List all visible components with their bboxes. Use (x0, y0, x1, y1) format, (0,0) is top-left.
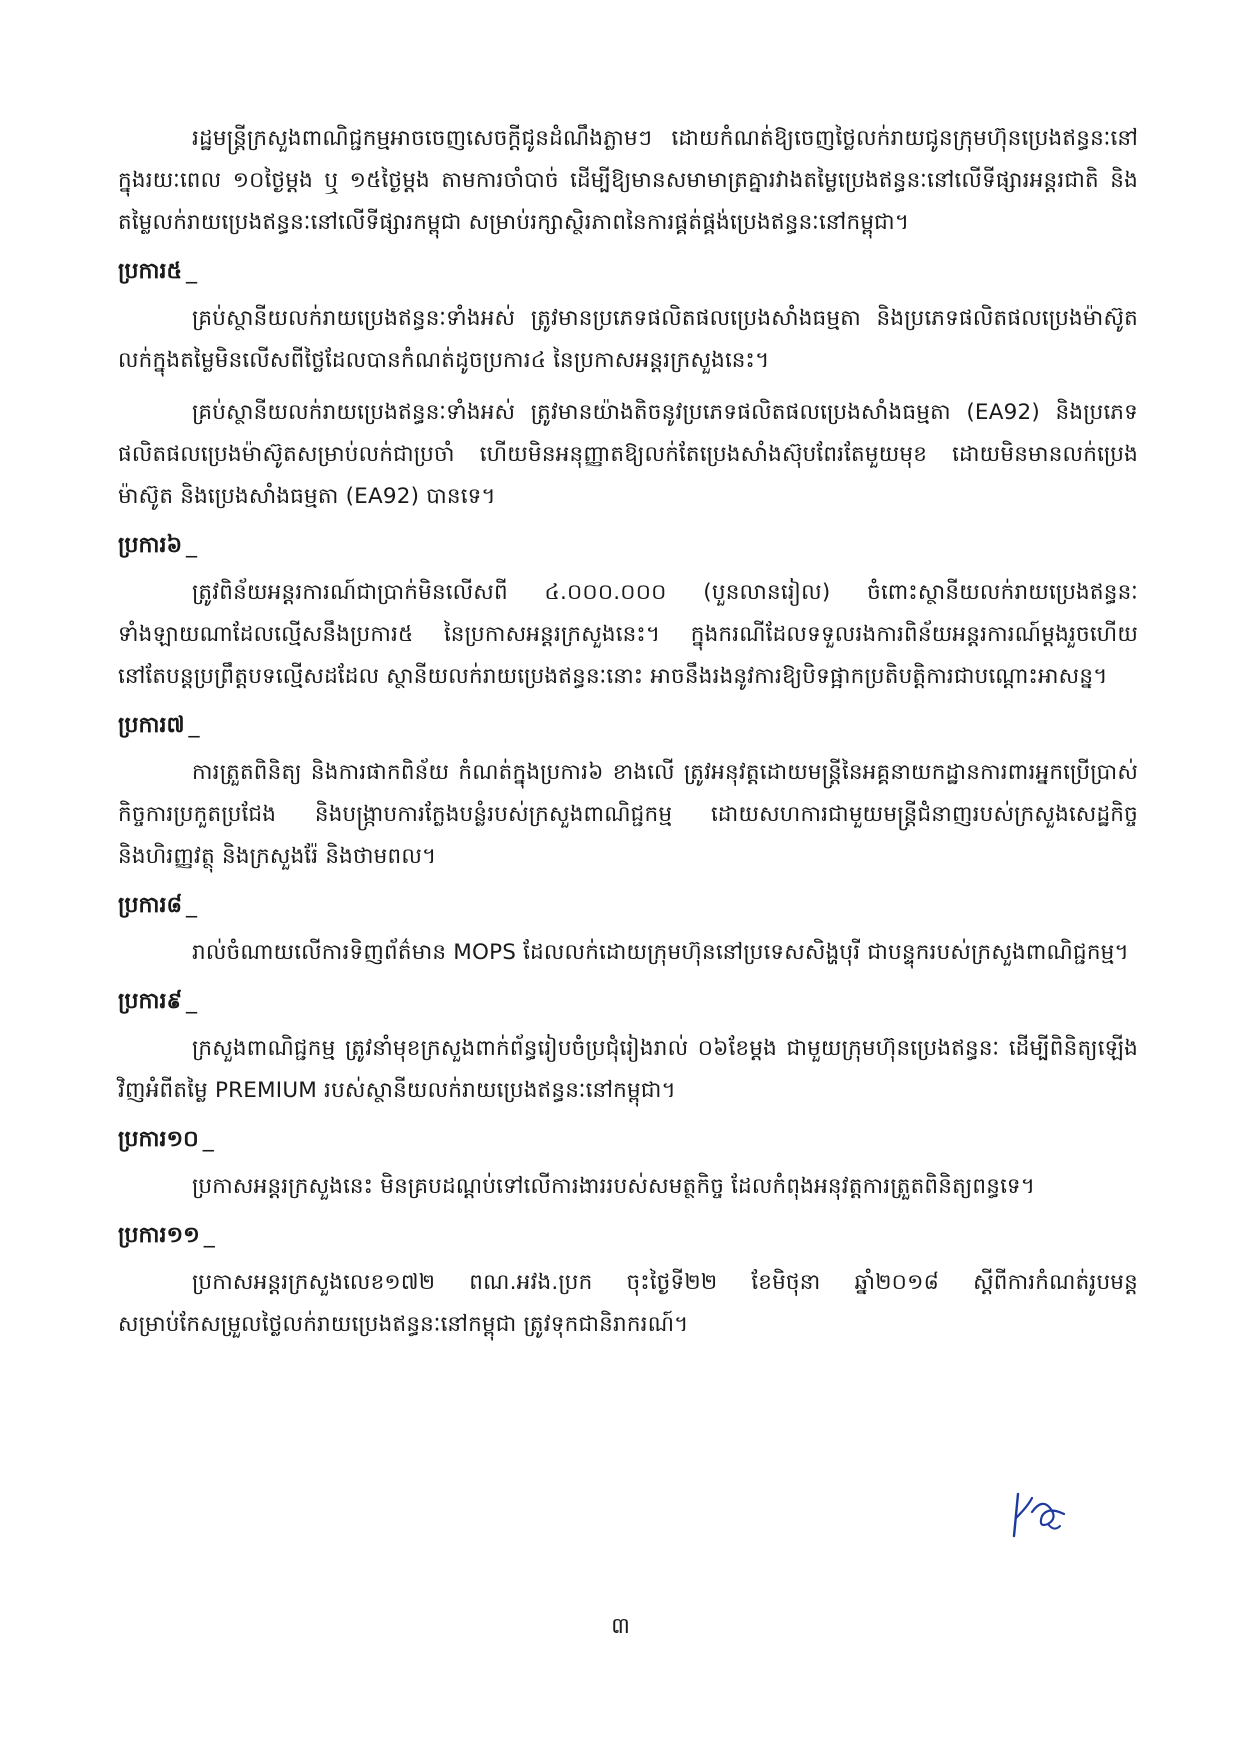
article-paragraph: ប្រកាសអន្តរក្រសួងនេះ មិនគ្របដណ្តប់ទៅលើការងាររបស់សមត្ថកិច្ច ដែលកំពុងអនុវត្តការត្រួតពិនិត្យពន្ធទេ។ (192, 1174, 1036, 1199)
document-body (118, 118, 1138, 1356)
article-5 (118, 254, 1138, 518)
article-heading: ប្រការ៨ _ (118, 893, 198, 918)
article-heading: ប្រការ១១ _ (118, 1223, 215, 1248)
article-paragraph: ត្រូវពិន័យអន្តរការណ៍ជាប្រាក់មិនលើសពី ៤.០០០.០០០ (បួនលានរៀល) ចំពោះស្ថានីយលក់រាយប្រេងឥន្ធនៈទាំងឡាយណាដែលល្មើសនឹងប្រការ៥ នៃប្រកាសអន្តរក្រសួងនេះ។ ក្នុងករណីដែលទទួលរងការពិន័យអន្តរការណ៍ម្តងរួចហើយនៅតែបន្តប្រព្រឹត្តបទល្មើសដដែល ស្ថានីយលក់រាយប្រេងឥន្ធនៈនោះ អាចនឹងរងនូវការឱ្យបិទផ្អាកប្រតិបត្តិការជាបណ្តោះអាសន្ន។ (118, 580, 1138, 689)
intro-paragraph: រដ្ឋមន្ត្រីក្រសួងពាណិជ្ជកម្មអាចចេញសេចក្តីជូនដំណឹងភ្លាមៗ ដោយកំណត់ឱ្យចេញថ្លៃលក់រាយជូនក្រុមហ៊ុនប្រេងឥន្ធនៈនៅក្នុងរយៈពេល ១០ថ្ងៃម្តង ឬ ១៥ថ្ងៃម្តង តាមការចាំបាច់ ដើម្បីឱ្យមានសមាមាត្រគ្នារវាងតម្លៃប្រេងឥន្ធនៈនៅលើទីផ្សារអន្តរជាតិ និងតម្លៃលក់រាយប្រេងឥន្ធនៈនៅលើទីផ្សារកម្ពុជា សម្រាប់រក្សាស្ថិរភាពនៃការផ្គត់ផ្គង់ប្រេងឥន្ធនៈនៅកម្ពុជា។ (118, 126, 1138, 235)
article-paragraph: ក្រសួងពាណិជ្ជកម្ម ត្រូវនាំមុខក្រសួងពាក់ព័ន្ធរៀបចំប្រជុំរៀងរាល់ ០៦ខែម្តង ជាមួយក្រុមហ៊ុនប្រេងឥន្ធនៈ ដើម្បីពិនិត្យឡើងវិញអំពីតម្លៃ PREMIUM របស់ស្ថានីយលក់រាយប្រេងឥន្ធនៈនៅកម្ពុជា។ (118, 1036, 1138, 1103)
page-number: ៣ (611, 1614, 630, 1639)
article-heading: ប្រការ៦ _ (118, 533, 198, 558)
article-paragraph: ការត្រួតពិនិត្យ និងការផាកពិន័យ កំណត់ក្នុងប្រការ៦ ខាងលើ ត្រូវអនុវត្តដោយមន្ត្រីនៃអគ្គនាយកដ្ឋានការពារអ្នកប្រើប្រាស់ កិច្ចការប្រកួតប្រជែង និងបង្ក្រាបការក្លែងបន្លំរបស់ក្រសួងពាណិជ្ជកម្ម ដោយសហការជាមួយមន្ត្រីជំនាញរបស់ក្រសួងសេដ្ឋកិច្ច និងហិរញ្ញវត្ថុ និងក្រសួងរ៉ែ និងថាមពល។ (118, 760, 1138, 869)
article-6 (118, 528, 1138, 698)
article-heading: ប្រការ៧ _ (118, 713, 200, 738)
article-11 (118, 1218, 1138, 1346)
article-9 (118, 984, 1138, 1112)
article-paragraph: គ្រប់ស្ថានីយលក់រាយប្រេងឥន្ធនៈទាំងអស់ ត្រូវមានប្រភេទផលិតផលប្រេងសាំងធម្មតា និងប្រភេទផលិតផលប្រេងម៉ាស៊ូតលក់ក្នុងតម្លៃមិនលើសពីថ្លៃដែលបានកំណត់ដូចប្រការ៤ នៃប្រកាសអន្តរក្រសួងនេះ។ (118, 306, 1138, 373)
article-8 (118, 888, 1138, 974)
article-paragraph: គ្រប់ស្ថានីយលក់រាយប្រេងឥន្ធនៈទាំងអស់ ត្រូវមានយ៉ាងតិចនូវប្រភេទផលិតផលប្រេងសាំងធម្មតា (EA92) និងប្រភេទផលិតផលប្រេងម៉ាស៊ូតសម្រាប់លក់ជាប្រចាំ ហើយមិនអនុញ្ញាតឱ្យលក់តែប្រេងសាំងស៊ុបពែរតែមួយមុខ ដោយមិនមានលក់ប្រេងម៉ាស៊ូត និងប្រេងសាំងធម្មតា (EA92) បានទេ។ (118, 400, 1138, 509)
article-paragraph: ប្រកាសអន្តរក្រសួងលេខ១៧២ ពណ.អវង.ប្រក ចុះថ្ងៃទី២២ ខែមិថុនា ឆ្នាំ២០១៨ ស្តីពីការកំណត់រូបមន្តសម្រាប់កែសម្រួលថ្លៃលក់រាយប្រេងឥន្ធនៈនៅកម្ពុជា ត្រូវទុកជានិរាករណ៍។ (118, 1270, 1138, 1337)
article-heading: ប្រការ៩ _ (118, 989, 198, 1014)
article-heading: ប្រការ១០ _ (118, 1127, 214, 1152)
article-paragraph: រាល់ចំណាយលើការទិញព័ត៌មាន MOPS ដែលលក់ដោយក្រុមហ៊ុននៅប្រទេសសិង្ហបុរី ជាបន្ទុករបស់ក្រសួងពាណិជ្ជកម្ម។ (192, 940, 1129, 965)
article-10 (118, 1122, 1138, 1208)
article-7 (118, 708, 1138, 878)
article-heading: ប្រការ៥ _ (118, 259, 198, 284)
signature-initials-icon (1008, 1488, 1078, 1540)
